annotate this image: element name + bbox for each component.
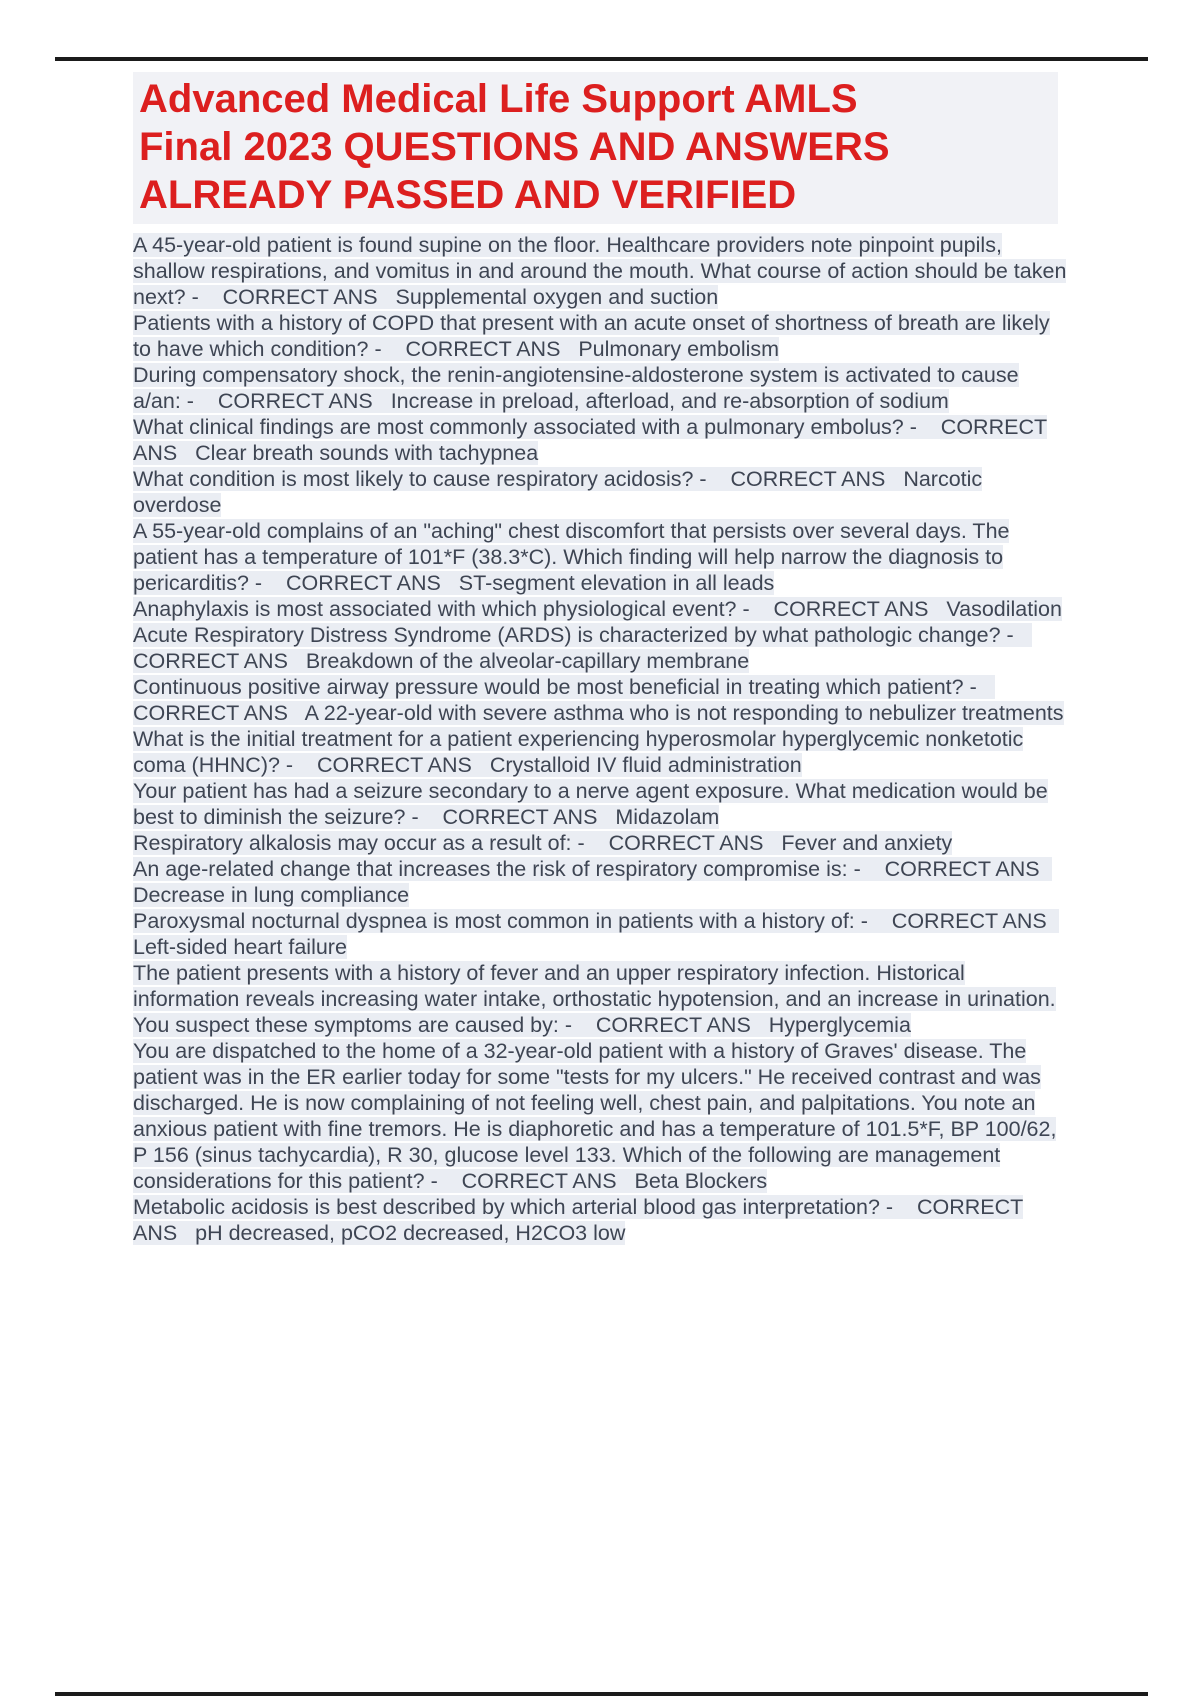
correct-ans-marker: CORRECT ANS bbox=[595, 1013, 751, 1037]
highlighted-text bbox=[133, 909, 1059, 959]
highlighted-text bbox=[133, 961, 1056, 1037]
qa-separator-after bbox=[597, 805, 615, 829]
correct-ans-marker: CORRECT ANS bbox=[222, 285, 378, 309]
qa-separator-after bbox=[441, 571, 459, 595]
document-content bbox=[133, 72, 1068, 1246]
qa-answer: ST-segment elevation in all leads bbox=[458, 571, 775, 595]
qa-separator-after bbox=[177, 1221, 195, 1245]
qa-separator: - bbox=[248, 571, 286, 595]
correct-ans-marker: CORRECT ANS bbox=[133, 649, 288, 673]
correct-ans-marker: CORRECT ANS bbox=[608, 831, 764, 855]
qa-question: An age-related change that increases the risk of respiratory compromise is: bbox=[133, 857, 848, 881]
correct-ans-marker: CORRECT ANS bbox=[461, 1169, 617, 1193]
qa-separator-after bbox=[617, 1169, 635, 1193]
highlighted-text bbox=[133, 1195, 1023, 1245]
qa-paragraph bbox=[133, 778, 1068, 830]
qa-separator: - bbox=[368, 337, 406, 361]
highlighted-text bbox=[133, 727, 1023, 777]
qa-separator-after bbox=[928, 597, 946, 621]
qa-separator-after bbox=[751, 1013, 769, 1037]
highlighted-text bbox=[133, 597, 1062, 621]
qa-separator: - bbox=[424, 1169, 462, 1193]
qa-separator: - bbox=[558, 1013, 596, 1037]
qa-question: During compensatory shock, the renin-angiotensine-aldosterone system is activated to cause a/an: bbox=[133, 363, 1019, 413]
qa-question: Respiratory alkalosis may occur as a result of: bbox=[133, 831, 572, 855]
qa-question: You are dispatched to the home of a 32-year-old patient with a history of Graves' disease. The patient was in the ER earlier today for some "tests for my ulcers." He received contrast and was discharged. He is now complaining of not feeling well, chest pain, and palpitations. You note an anxious patient with fine tremors. He is diaphoretic and has a temperature of 101.5*F, BP 100/62, P 156 (sinus tachycardia), R 30, glucose level 133. Which of the following are management considerations for this patient? bbox=[133, 1039, 1057, 1193]
qa-separator-after bbox=[288, 701, 305, 725]
qa-answer: Breakdown of the alveolar-capillary membrane bbox=[305, 649, 750, 673]
qa-question: A 45-year-old patient is found supine on the floor. Healthcare providers note pinpoint pupils, shallow respirations, and vomitus in and around the mouth. What course of action should be taken next? bbox=[133, 233, 1067, 309]
highlighted-text bbox=[133, 415, 1047, 465]
highlighted-text bbox=[133, 779, 1048, 829]
qa-separator-after bbox=[1047, 909, 1059, 933]
qa-separator-after bbox=[1040, 857, 1052, 881]
qa-paragraph bbox=[133, 518, 1068, 596]
qa-answer: Left-sided heart failure bbox=[133, 935, 347, 959]
qa-question: Paroxysmal nocturnal dyspnea is most common in patients with a history of: bbox=[133, 909, 855, 933]
qa-separator: - bbox=[185, 285, 223, 309]
correct-ans-marker: CORRECT ANS bbox=[730, 467, 886, 491]
correct-ans-marker: CORRECT ANS bbox=[773, 597, 929, 621]
qa-separator: - bbox=[279, 753, 317, 777]
qa-paragraph bbox=[133, 856, 1068, 908]
qa-answer: Pulmonary embolism bbox=[578, 337, 780, 361]
highlighted-text bbox=[133, 1039, 1056, 1193]
qa-separator-after bbox=[472, 753, 490, 777]
qa-paragraph bbox=[133, 830, 1068, 856]
qa-separator: - bbox=[903, 415, 941, 439]
highlighted-text bbox=[133, 363, 1019, 413]
qa-separator: - bbox=[1000, 623, 1032, 647]
qa-paragraph bbox=[133, 622, 1068, 674]
bottom-horizontal-rule bbox=[55, 1692, 1148, 1696]
qa-paragraph bbox=[133, 596, 1068, 622]
title-line-3: ALREADY PASSED AND VERIFIED bbox=[139, 173, 797, 217]
qa-answer: Crystalloid IV fluid administration bbox=[489, 753, 802, 777]
qa-separator-after bbox=[560, 337, 578, 361]
qa-question: What condition is most likely to cause respiratory acidosis? bbox=[133, 467, 694, 491]
qa-separator: - bbox=[405, 805, 443, 829]
title-line-2: Final 2023 QUESTIONS AND ANSWERS bbox=[139, 125, 890, 169]
qa-answer: A 22-year-old with severe asthma who is not responding to nebulizer treatments bbox=[304, 701, 1064, 725]
qa-separator-after bbox=[288, 649, 306, 673]
qa-separator-after bbox=[378, 285, 396, 309]
qa-answer: pH decreased, pCO2 decreased, H2CO3 low bbox=[195, 1221, 626, 1245]
qa-separator: - bbox=[847, 857, 885, 881]
highlighted-text bbox=[133, 857, 1052, 907]
qa-separator: - bbox=[963, 675, 995, 699]
qa-question: Continuous positive airway pressure would be most beneficial in treating which patient? bbox=[133, 675, 964, 699]
qa-separator-after bbox=[373, 389, 391, 413]
qa-question: A 55-year-old complains of an "aching" chest discomfort that persists over several days. The patient has a temperature of 101*F (38.3*C). Which finding will help narrow the diagnosis to pericarditis? bbox=[133, 519, 1010, 595]
qa-question: Metabolic acidosis is best described by which arterial blood gas interpretation? bbox=[133, 1195, 880, 1219]
qa-answer: Supplemental oxygen and suction bbox=[395, 285, 719, 309]
qa-paragraph bbox=[133, 466, 1068, 518]
qa-answer: Beta Blockers bbox=[634, 1169, 768, 1193]
highlighted-text bbox=[133, 831, 952, 855]
qa-list bbox=[133, 232, 1068, 1246]
correct-ans-marker: CORRECT ANS bbox=[316, 753, 472, 777]
correct-ans-marker: CORRECT ANS bbox=[133, 1195, 1023, 1245]
qa-separator: - bbox=[693, 467, 731, 491]
highlighted-text bbox=[133, 623, 1032, 673]
highlighted-text bbox=[133, 467, 982, 517]
correct-ans-marker: CORRECT ANS bbox=[884, 857, 1040, 881]
qa-paragraph bbox=[133, 414, 1068, 466]
qa-separator: - bbox=[736, 597, 774, 621]
qa-separator: - bbox=[879, 1195, 917, 1219]
qa-paragraph bbox=[133, 1194, 1068, 1246]
correct-ans-marker: CORRECT ANS bbox=[217, 389, 373, 413]
qa-paragraph bbox=[133, 674, 1068, 726]
qa-answer: Fever and anxiety bbox=[781, 831, 953, 855]
qa-paragraph bbox=[133, 310, 1068, 362]
qa-paragraph bbox=[133, 232, 1068, 310]
correct-ans-marker: CORRECT ANS bbox=[405, 337, 561, 361]
qa-answer: Narcotic overdose bbox=[133, 467, 983, 517]
correct-ans-marker: CORRECT ANS bbox=[285, 571, 441, 595]
highlighted-text bbox=[133, 233, 1066, 309]
highlighted-text bbox=[133, 519, 1009, 595]
qa-separator: - bbox=[854, 909, 892, 933]
qa-separator: - bbox=[571, 831, 609, 855]
qa-question: What is the initial treatment for a patient experiencing hyperosmolar hyperglycemic nonketotic coma (HHNC)? bbox=[133, 727, 1024, 777]
qa-paragraph bbox=[133, 960, 1068, 1038]
qa-question: Your patient has had a seizure secondary to a nerve agent exposure. What medication would be best to diminish the seizure? bbox=[133, 779, 1048, 829]
qa-separator-after bbox=[177, 441, 195, 465]
qa-question: Acute Respiratory Distress Syndrome (ARDS) is characterized by what pathologic change? bbox=[133, 623, 1001, 647]
correct-ans-marker: CORRECT ANS bbox=[133, 701, 288, 725]
qa-separator-after bbox=[763, 831, 781, 855]
top-horizontal-rule bbox=[55, 57, 1148, 61]
qa-question: Anaphylaxis is most associated with which physiological event? bbox=[133, 597, 737, 621]
highlighted-text bbox=[133, 675, 1064, 725]
qa-question: The patient presents with a history of fever and an upper respiratory infection. Historical information reveals increasing water intake, orthostatic hypotension, and an increase in urination. You suspect these symptoms are caused by: bbox=[133, 961, 1056, 1037]
qa-answer: Decrease in lung compliance bbox=[133, 883, 410, 907]
title-line-1: Advanced Medical Life Support AMLS bbox=[139, 77, 858, 121]
document-title bbox=[133, 72, 1058, 224]
qa-answer: Hyperglycemia bbox=[768, 1013, 911, 1037]
qa-separator: - bbox=[180, 389, 218, 413]
qa-paragraph bbox=[133, 908, 1068, 960]
qa-question: Patients with a history of COPD that present with an acute onset of shortness of breath are likely to have which condition? bbox=[133, 311, 1050, 361]
qa-answer: Midazolam bbox=[615, 805, 720, 829]
qa-paragraph bbox=[133, 1038, 1068, 1194]
correct-ans-marker: CORRECT ANS bbox=[133, 415, 1047, 465]
qa-answer: Increase in preload, afterload, and re-absorption of sodium bbox=[390, 389, 949, 413]
qa-paragraph bbox=[133, 362, 1068, 414]
highlighted-text bbox=[133, 311, 1050, 361]
qa-answer: Clear breath sounds with tachypnea bbox=[195, 441, 539, 465]
correct-ans-marker: CORRECT ANS bbox=[891, 909, 1047, 933]
qa-question: What clinical findings are most commonly associated with a pulmonary embolus? bbox=[133, 415, 904, 439]
qa-answer: Vasodilation bbox=[946, 597, 1062, 621]
correct-ans-marker: CORRECT ANS bbox=[442, 805, 598, 829]
qa-separator-after bbox=[885, 467, 903, 491]
qa-paragraph bbox=[133, 726, 1068, 778]
